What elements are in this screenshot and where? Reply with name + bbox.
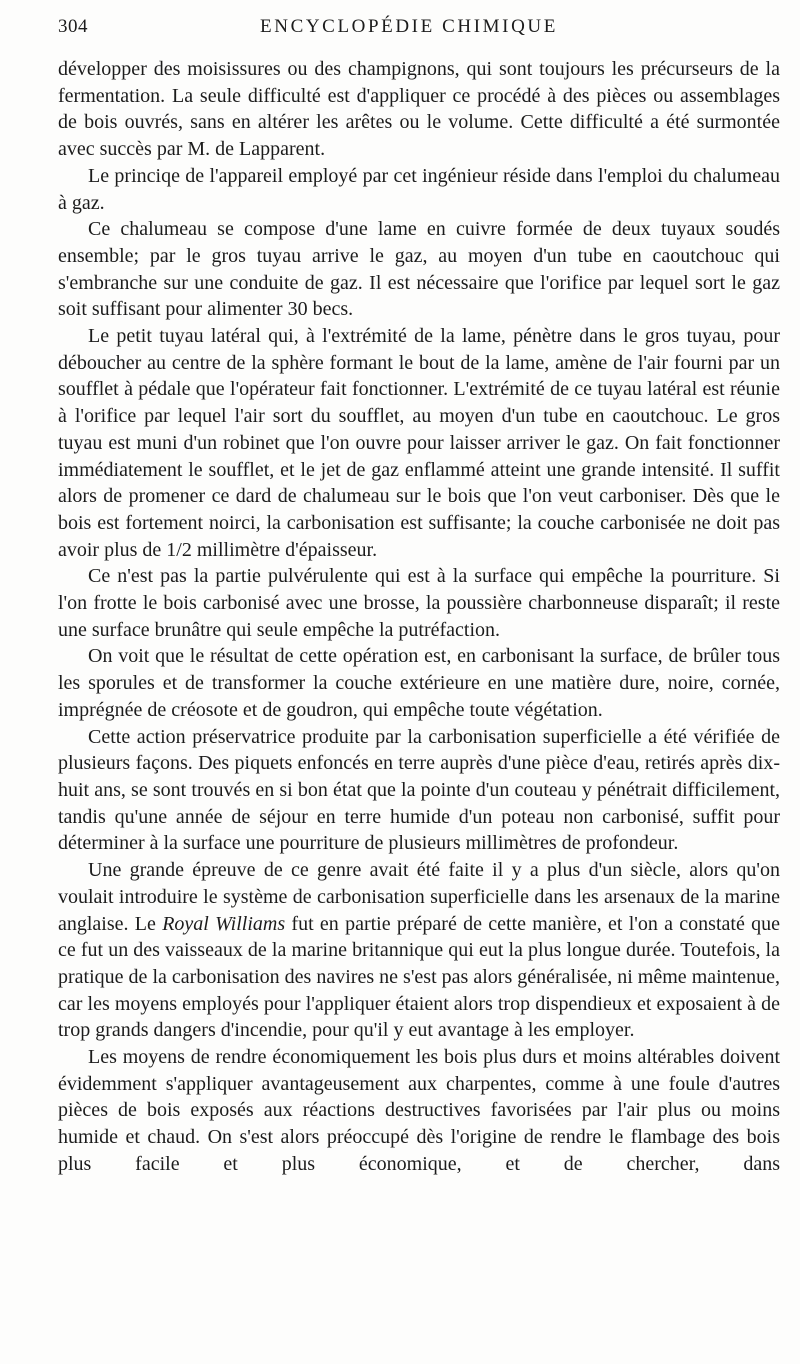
paragraph-chalumeau: Ce chalumeau se compose d'une lame en cuivre formée de deux tuyaux soudés ensemble; par le gros tuyau arrive le gaz, au moyen d'un tube en caoutchouc qui s'embranche sur une conduite de gaz. Il est nécessaire que l'orifice par lequel sort le gaz soit suffisant pour alimenter 30 becs.	[58, 218, 780, 321]
paragraph-partie-pulverulente: Ce n'est pas la partie pulvérulente qui est à la surface qui empêche la pourriture. Si l'on frotte le bois carbonisé avec une brosse, la poussière charbonneuse disparaît; il reste une surface brunâtre qui seule empêche la putréfaction.	[58, 565, 780, 641]
ship-name: Royal Williams	[162, 912, 286, 935]
running-title: ENCYCLOPÉDIE CHIMIQUE	[260, 16, 558, 37]
paragraph-petit-tuyau: Le petit tuyau latéral qui, à l'extrémité de la lame, pénètre dans le gros tuyau, pour déboucher au centre de la sphère formant le bout de la lame, amène de l'air fourni par un soufflet à pédale que l'opérateur fait fonctionner. L'extrémité de ce tuyau latéral est réunie à l'orifice par lequel l'air sort du soufflet, au moyen d'un tube en caoutchouc. Le gros tuyau est muni d'un robinet que l'on ouvre pour laisser arriver le gaz. On fait fonctionner immédiatement le soufflet, et le jet de gaz enflammé atteint une grande intensité. Il suffit alors de promener ce dard de chalumeau sur le bois que l'on veut carboniser. Dès que le bois est fortement noirci, la carbonisation est suffisante; la couche carbonisée ne doit pas avoir plus de 1/2 millimètre d'épaisseur.	[58, 325, 780, 561]
page-header	[58, 14, 760, 44]
paragraph-grande-epreuve	[58, 857, 780, 1044]
paragraph-resultat: On voit que le résultat de cette opération est, en carbonisant la surface, de brûler tous les sporules et de transformer la couche extérieure en une matière dure, noire, cornée, imprégnée de créosote et de goudron, qui empêche toute végétation.	[58, 645, 780, 721]
page-number: 304	[58, 16, 88, 37]
paragraph-moyens: Les moyens de rendre économiquement les bois plus durs et moins altérables doivent évidemment s'appliquer avantageusement aux charpentes, comme à une foule d'autres pièces de bois exposés aux réactions destructives favorisées par l'air plus ou moins humide et chaud. On s'est alors préoccupé dès l'origine de rendre le flambage des bois plus facile et plus économique, et de chercher, dans	[58, 1046, 780, 1175]
paragraph-text-after: fut en partie préparé de cette manière, et l'on a constaté que ce fut un des vaisseaux de la marine britannique qui eut la plus longue durée. Toutefois, la pratique de la carbonisation des navires ne s'est pas alors généralisée, ni même maintenue, car les moyens employés pour l'appliquer étaient alors trop dispendieux et exposaient à de trop grands dangers d'incendie, pour qu'il y eut avantage à les employer.	[58, 912, 780, 1042]
body-text	[58, 56, 780, 1178]
paragraph-principle: Le princiqe de l'appareil employé par cet ingénieur réside dans l'emploi du chalumeau à gaz.	[58, 164, 780, 214]
paragraph-action-preservatrice: Cette action préservatrice produite par la carbonisation superficielle a été vérifiée de plusieurs façons. Des piquets enfoncés en terre auprès d'une pièce d'eau, retirés après dix-huit ans, se sont trouvés en si bon état que la pointe d'un couteau y pénétrait difficilement, tandis qu'une année de séjour en terre humide d'un poteau non carbonisé, suffit pour déterminer à la surface une pourriture de plusieurs millimètres de profondeur.	[58, 725, 780, 855]
paragraph-continued: développer des moisissures ou des champignons, qui sont toujours les précurseurs de la fermentation. La seule difficulté est d'appliquer ce procédé à des pièces ou assemblages de bois ouvrés, sans en altérer les arêtes ou le volume. Cette difficulté a été surmontée avec succès par M. de Lapparent.	[58, 58, 780, 161]
paragraph-text-before: Une grande épreuve de ce genre avait été faite il y a plus d'un siècle, alors qu'on voulait introduire le système de carbonisation superficielle dans les arsenaux de la marine anglaise. Le	[58, 859, 780, 935]
